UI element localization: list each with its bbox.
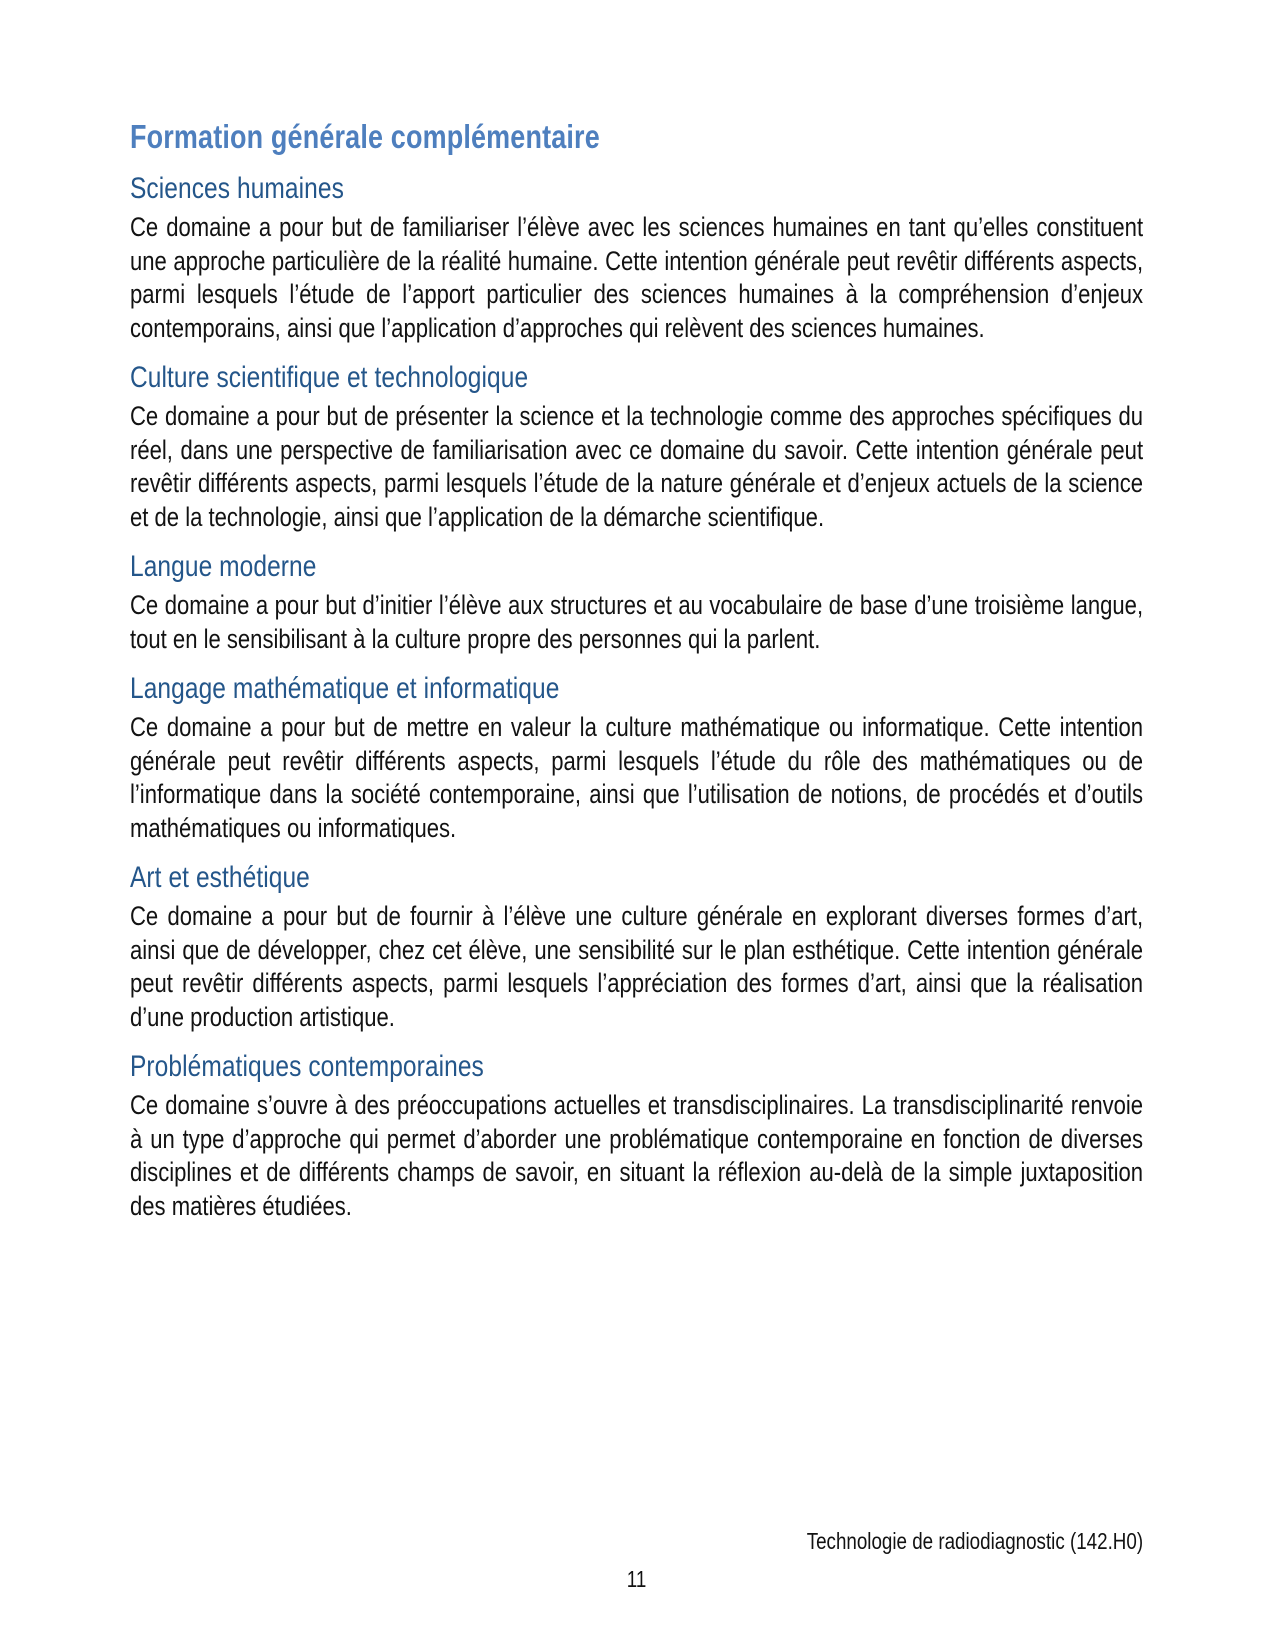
section-body: Ce domaine a pour but de familiariser l’élève avec les sciences humaines en tant qu’elles constituent une approche particulière de la réalité humaine. Cette intention générale peut revêtir différents aspects, parmi lesquels l’étude de l’apport particulier des sciences humaines à la compréhension d’enjeux contemporains, ainsi que l’application d’approches qui relèvent des sciences humaines.: [130, 212, 1144, 343]
section-heading: Culture scientifique et technologique: [130, 361, 529, 394]
section-sciences-humaines: [130, 172, 1143, 345]
section-heading: Problématiques contemporaines: [130, 1050, 484, 1083]
footer-program-name: Technologie de radiodiagnostic (142.H0): [806, 1528, 1144, 1554]
footer-page-number: 11: [626, 1566, 647, 1592]
section-body: Ce domaine a pour but de mettre en valeur la culture mathématique ou informatique. Cette intention générale peut revêtir différents aspects, parmi lesquels l’étude du rôle des mathématiques ou de l’informatique dans la société contemporaine, ainsi que l’utilisation de notions, de procédés et d’outils mathématiques ou informatiques.: [130, 712, 1144, 843]
section-body: Ce domaine a pour but de présenter la science et la technologie comme des approches spécifiques du réel, dans une perspective de familiarisation avec ce domaine du savoir. Cette intention générale peut revêtir différents aspects, parmi lesquels l’étude de la nature générale et d’enjeux actuels de la science et de la technologie, ainsi que l’application de la démarche scientifique.: [130, 401, 1144, 532]
section-langue-moderne: [130, 550, 1143, 656]
section-culture-scientifique: [130, 361, 1143, 534]
section-heading: Art et esthétique: [130, 861, 310, 894]
section-body: Ce domaine a pour but de fournir à l’élève une culture générale en explorant diverses formes d’art, ainsi que de développer, chez cet élève, une sensibilité sur le plan esthétique. Cette intention générale peut revêtir différents aspects, parmi lesquels l’appréciation des formes d’art, ainsi que la réalisation d’une production artistique.: [130, 901, 1144, 1032]
section-heading: Langue moderne: [130, 550, 317, 583]
section-body: Ce domaine a pour but d’initier l’élève aux structures et au vocabulaire de base d’une troisième langue, tout en le sensibilisant à la culture propre des personnes qui la parlent.: [130, 590, 1144, 654]
section-langage-mathematique: [130, 672, 1143, 845]
page-footer: [130, 1528, 1143, 1592]
section-heading: Sciences humaines: [130, 172, 344, 205]
section-problematiques-contemporaines: [130, 1050, 1143, 1223]
page-content: [130, 118, 1143, 1223]
section-heading: Langage mathématique et informatique: [130, 672, 560, 705]
section-art-esthetique: [130, 861, 1143, 1034]
section-body: Ce domaine s’ouvre à des préoccupations actuelles et transdisciplinaires. La transdisciplinarité renvoie à un type d’approche qui permet d’aborder une problématique contemporaine en fonction de diverses disciplines et de différents champs de savoir, en situant la réflexion au-delà de la simple juxtaposition des matières étudiées.: [130, 1090, 1144, 1221]
page-title: Formation générale complémentaire: [130, 118, 600, 155]
